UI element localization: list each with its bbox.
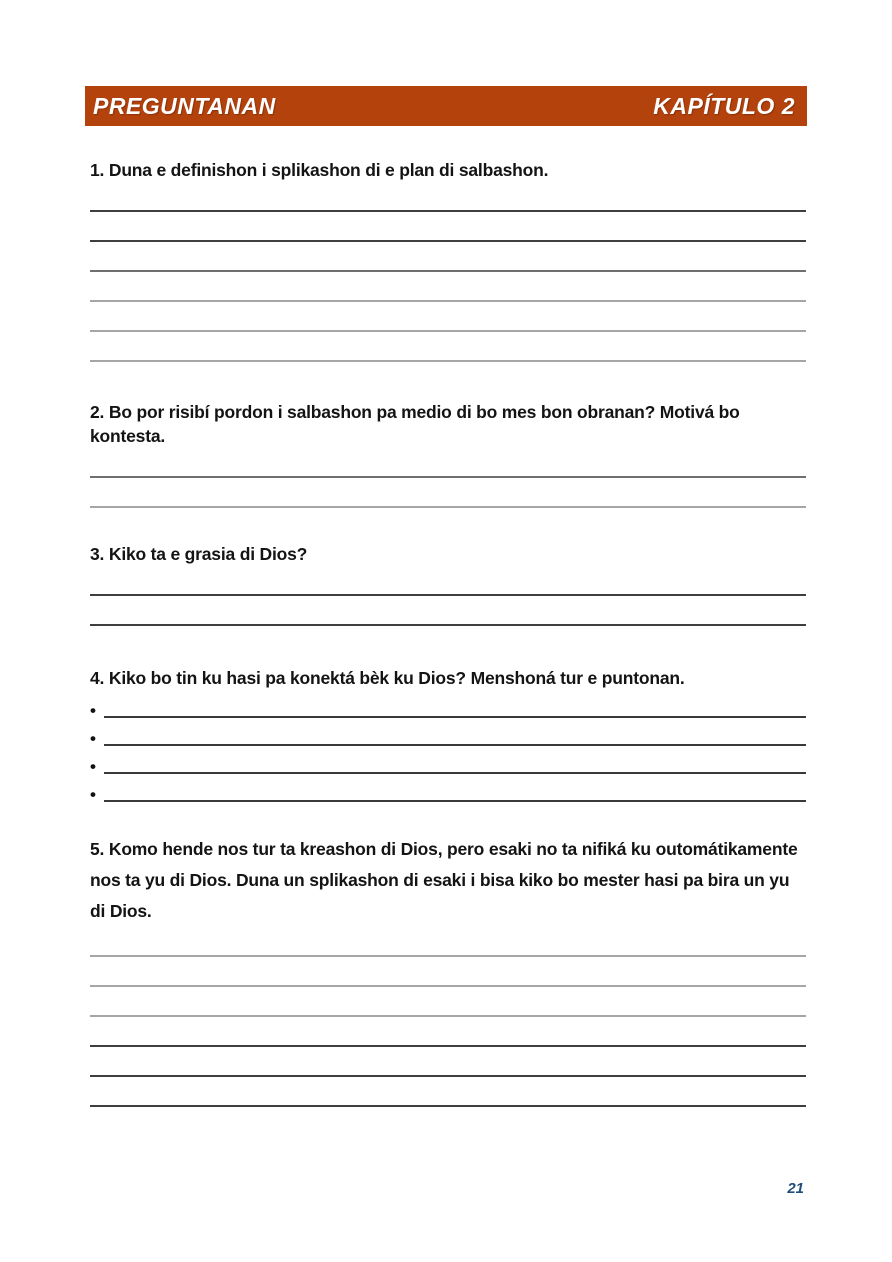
answer-line	[90, 182, 806, 212]
answer-line	[90, 957, 806, 987]
header-chapter-title: KAPÍTULO 2	[653, 92, 795, 119]
question-2-text	[90, 400, 806, 448]
answer-line	[90, 478, 806, 508]
bullet-icon: •	[90, 701, 96, 720]
question-1	[90, 158, 806, 362]
answer-line	[90, 448, 806, 478]
question-2-answer-lines	[90, 448, 806, 508]
question-1-answer-lines	[90, 182, 806, 362]
question-text: Bo por risibí pordon i salbashon pa medio di bo mes bon obranan? Motivá bo kontesta.	[90, 402, 740, 446]
answer-line	[90, 242, 806, 272]
question-text: Duna e definishon i splikashon di e plan di salbashon.	[108, 160, 549, 180]
bullet-icon: •	[90, 757, 96, 776]
answer-line	[104, 774, 806, 802]
answer-line	[90, 1017, 806, 1047]
questions-area	[90, 126, 806, 1107]
bulleted-answer-line	[90, 774, 806, 802]
question-4	[90, 666, 806, 802]
question-text: Kiko ta e grasia di Dios?	[108, 544, 308, 564]
page-number: 21	[787, 1180, 804, 1197]
question-number: 2.	[90, 402, 105, 422]
question-3	[90, 542, 806, 626]
chapter-header-bar	[85, 86, 807, 126]
answer-line	[90, 272, 806, 302]
question-3-answer-lines	[90, 566, 806, 626]
question-text: Kiko bo tin ku hasi pa konektá bèk ku Dios? Menshoná tur e puntonan.	[108, 668, 685, 688]
question-5	[90, 834, 806, 1107]
question-5-answer-lines	[90, 927, 806, 1107]
answer-line	[90, 566, 806, 596]
answer-line	[90, 987, 806, 1017]
answer-line	[104, 718, 806, 746]
question-number: 1.	[90, 160, 105, 180]
answer-line	[104, 746, 806, 774]
question-number: 3.	[90, 544, 105, 564]
answer-line	[90, 1047, 806, 1077]
answer-line	[90, 332, 806, 362]
question-2	[90, 400, 806, 508]
question-5-text	[90, 834, 806, 927]
header-section-title: PREGUNTANAN	[93, 92, 276, 119]
bullet-icon: •	[90, 785, 96, 804]
question-4-text	[90, 666, 806, 690]
bulleted-answer-line	[90, 690, 806, 718]
answer-line	[90, 302, 806, 332]
answer-line	[104, 690, 806, 718]
question-3-text	[90, 542, 806, 566]
question-text: Komo hende nos tur ta kreashon di Dios, pero esaki no ta nifiká ku outomátikamente nos ta yu di Dios. Duna un splikashon di esaki i bisa kiko bo mester hasi pa bira un yu di Dios.	[90, 839, 798, 921]
bullet-icon: •	[90, 729, 96, 748]
question-number: 4.	[90, 668, 105, 688]
question-4-answer-lines	[90, 690, 806, 802]
answer-line	[90, 212, 806, 242]
answer-line	[90, 927, 806, 957]
question-number: 5.	[90, 839, 105, 859]
bulleted-answer-line	[90, 718, 806, 746]
bulleted-answer-line	[90, 746, 806, 774]
answer-line	[90, 596, 806, 626]
question-1-text	[90, 158, 806, 182]
answer-line	[90, 1077, 806, 1107]
